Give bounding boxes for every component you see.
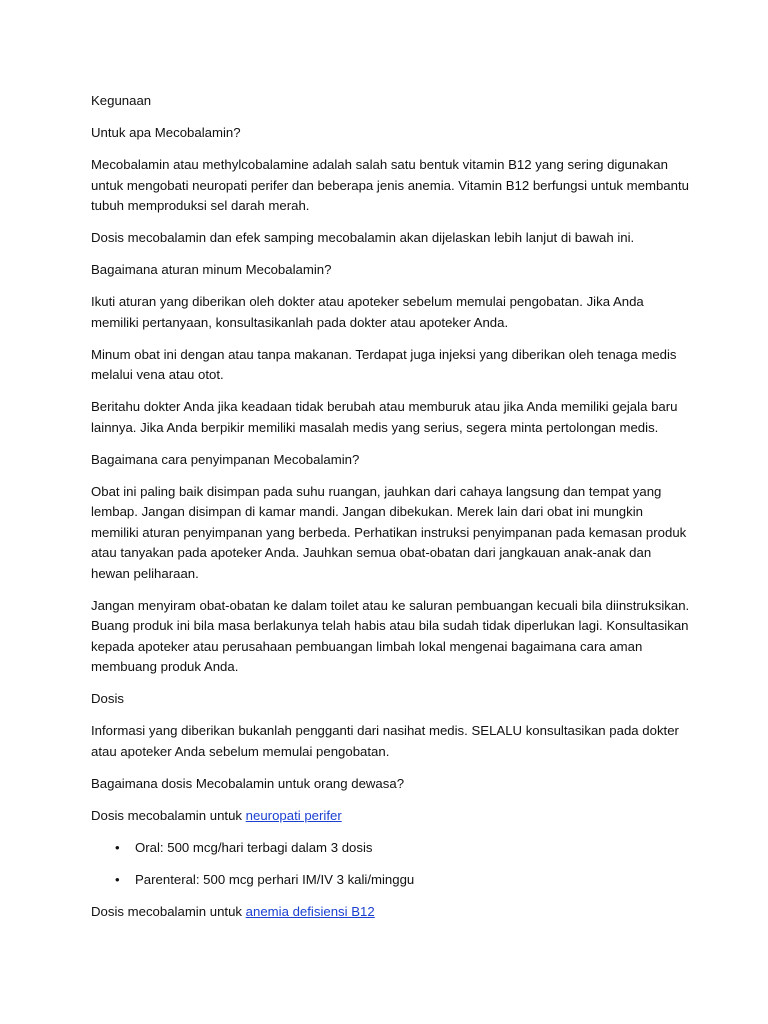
paragraph-minum: Minum obat ini dengan atau tanpa makanan. Terdapat juga injeksi yang diberikan oleh tenaga medis melalui vena atau otot. bbox=[91, 346, 677, 382]
paragraph-dosis-efek: Dosis mecobalamin dan efek samping mecobalamin akan dijelaskan lebih lanjut di bawah ini. bbox=[91, 230, 635, 245]
list-item-text: Parenteral: 500 mcg perhari IM/IV 3 kali/minggu bbox=[135, 871, 415, 887]
anemia-defisiensi-link[interactable]: anemia defisiensi B12 bbox=[245, 903, 375, 919]
bullet-icon: • bbox=[115, 839, 120, 855]
section-heading-kegunaan: Kegunaan bbox=[91, 93, 152, 108]
dosis-untuk-text: Dosis mecobalamin untuk bbox=[91, 903, 246, 919]
dosis-neuropati-line bbox=[91, 806, 691, 827]
question-penyimpanan: Bagaimana cara penyimpanan Mecobalamin? bbox=[91, 451, 360, 467]
section-heading-dosis: Dosis bbox=[91, 691, 124, 706]
dosis-bullet-list bbox=[91, 838, 691, 891]
dosis-anemia-line bbox=[91, 902, 691, 923]
list-item-text: Oral: 500 mcg/hari terbagi dalam 3 dosis bbox=[135, 839, 373, 855]
list-item bbox=[91, 870, 691, 891]
question-untuk-apa: Untuk apa Mecobalamin? bbox=[91, 125, 241, 140]
neuropati-perifer-link[interactable]: neuropati perifer bbox=[245, 807, 342, 823]
paragraph-beritahu: Beritahu dokter Anda jika keadaan tidak berubah atau memburuk atau jika Anda memiliki gejala baru lainnya. Jika Anda berpikir memiliki masalah medis yang serius, segera minta pertolongan medis. bbox=[91, 399, 678, 435]
paragraph-ikuti: Ikuti aturan yang diberikan oleh dokter atau apoteker sebelum memulai pengobatan. Jika Anda memiliki pertanyaan, konsultasikanlah pada dokter atau apoteker Anda. bbox=[91, 294, 644, 330]
document-page bbox=[91, 91, 691, 934]
paragraph-intro: Mecobalamin atau methylcobalamine adalah salah satu bentuk vitamin B12 yang sering digunakan untuk mengobati neuropati perifer dan beberapa jenis anemia. Vitamin B12 berfungsi untuk membantu tubuh memproduksi sel darah merah. bbox=[91, 157, 689, 213]
question-aturan-minum: Bagaimana aturan minum Mecobalamin? bbox=[91, 262, 332, 277]
paragraph-buang: Jangan menyiram obat-obatan ke dalam toilet atau ke saluran pembuangan kecuali bila diinstruksikan. Buang produk ini bila masa berlakunya telah habis atau bila sudah tidak diperlukan lagi. Konsultasikan kepada apoteker atau perusahaan pembuangan limbah lokal mengenai bagaimana cara aman membuang produk Anda. bbox=[91, 597, 690, 674]
paragraph-informasi: Informasi yang diberikan bukanlah pengganti dari nasihat medis. SELALU konsultasikan pada dokter atau apoteker Anda sebelum memulai pengobatan. bbox=[91, 723, 679, 759]
bullet-icon: • bbox=[115, 871, 120, 887]
question-dosis-dewasa: Bagaimana dosis Mecobalamin untuk orang dewasa? bbox=[91, 775, 405, 791]
list-item bbox=[91, 838, 691, 859]
dosis-untuk-text: Dosis mecobalamin untuk bbox=[91, 807, 246, 823]
paragraph-simpan: Obat ini paling baik disimpan pada suhu ruangan, jauhkan dari cahaya langsung dan tempat yang lembap. Jangan disimpan di kamar mandi. Jangan dibekukan. Merek lain dari obat ini mungkin memiliki aturan penyimpanan yang berbeda. Perhatikan instruksi penyimpanan pada kemasan produk atau tanyakan pada apoteker Anda. Jauhkan semua obat-obatan dari jangkauan anak-anak dan hewan peliharaan. bbox=[91, 483, 687, 581]
